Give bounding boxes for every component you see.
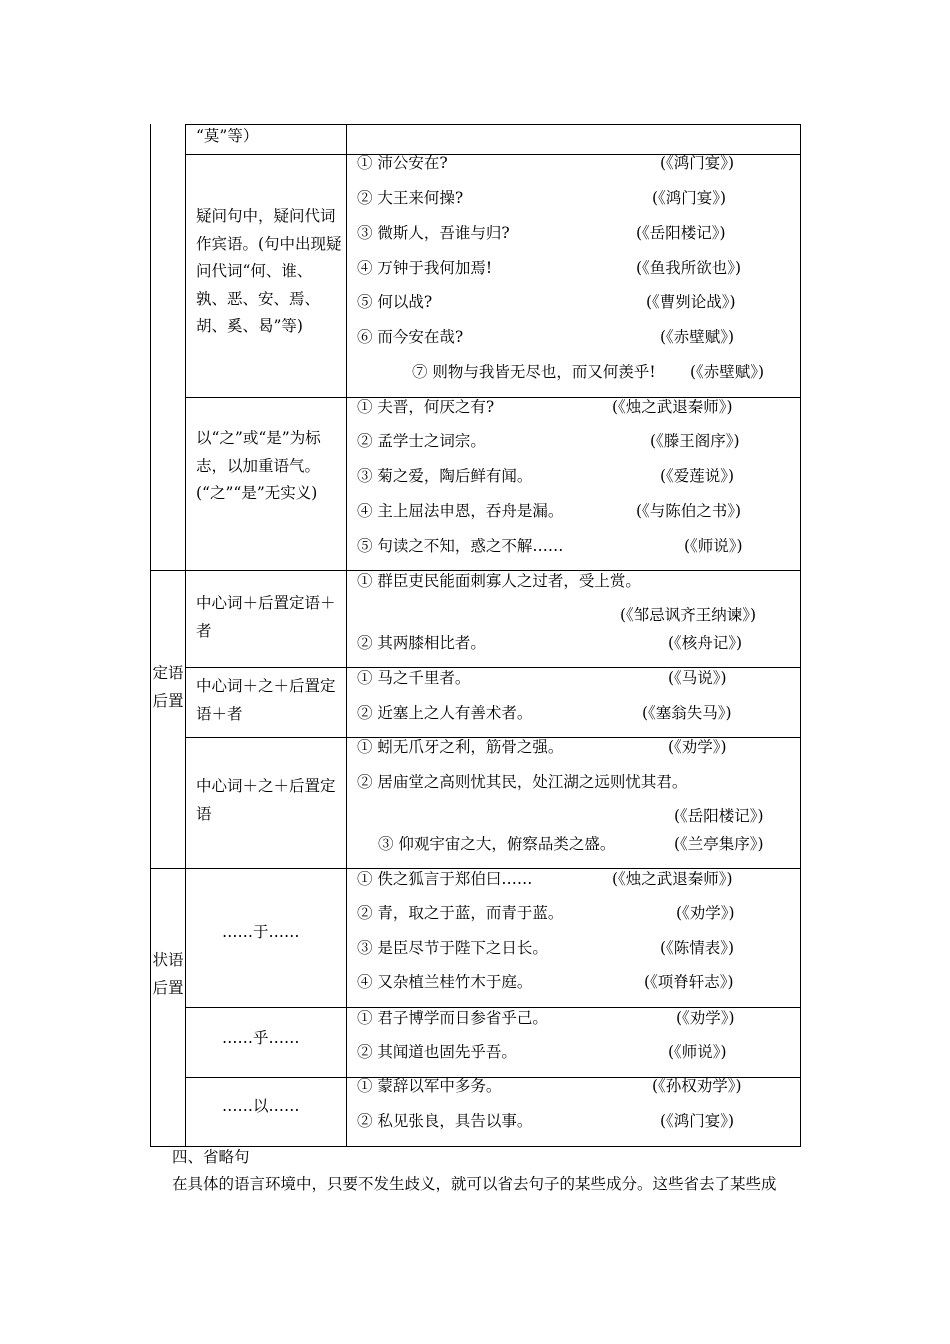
example-source: (《鸿门宴》) (660, 154, 735, 172)
example-source: (《核舟记》) (668, 634, 743, 652)
example-source: (《邹忌讽齐王纳谏》) (620, 606, 757, 624)
pattern-cell: “莫”等） (196, 127, 259, 145)
example-sentence: ④ 又杂植兰桂竹木于庭。 (357, 973, 533, 991)
example-sentence: ⑦ 则物与我皆无尽也，而又何羡乎! (412, 363, 656, 381)
pattern-cell: 中心词＋之＋后置定语＋者 (196, 677, 336, 723)
example-sentence: ② 青，取之于蓝，而青于蓝。 (357, 904, 564, 922)
example-sentence: ① 沛公安在? (357, 154, 448, 172)
example-sentence: ③ 菊之爱，陶后鲜有闻。 (357, 467, 533, 485)
example-sentence: ⑥ 而今安在哉? (357, 328, 464, 346)
pattern-cell: ……乎…… (222, 1029, 300, 1047)
example-source: (《马说》) (668, 669, 727, 687)
pattern-cell: 以“之”或“是”为标志，以加重语气。(“之”“是”无实义) (196, 429, 321, 502)
table-border-right (800, 124, 801, 1147)
example-source: (《劝学》) (668, 738, 727, 756)
category-cell-adverbial: 状语后置 (152, 951, 184, 997)
example-source: (《陈情表》) (660, 939, 735, 957)
table-divider-pattern (346, 124, 347, 1147)
example-source: (《赤壁赋》) (690, 363, 765, 381)
example-source: (《曹刿论战》) (646, 293, 736, 311)
example-sentence: ② 孟学士之词宗。 (357, 432, 486, 450)
example-source: (《岳阳楼记》) (636, 224, 726, 242)
example-sentence: ① 蚓无爪牙之利，筋骨之强。 (357, 738, 564, 756)
table-row-line (185, 124, 801, 125)
example-sentence: ① 夫晋，何厌之有? (357, 398, 495, 416)
example-sentence: ② 私见张良，具告以事。 (357, 1112, 533, 1130)
example-sentence: ③ 仰观宇宙之大，俯察品类之盛。 (378, 835, 616, 853)
example-sentence: ⑤ 何以战? (357, 293, 433, 311)
example-source: (《项脊轩志》) (644, 973, 734, 991)
example-source: (《烛之武退秦师》) (612, 398, 733, 416)
example-source: (《赤壁赋》) (660, 328, 735, 346)
example-source: (《鸿门宴》) (652, 189, 727, 207)
example-sentence: ① 佚之狐言于郑伯曰…… (357, 870, 533, 888)
example-sentence: ② 居庙堂之高则忧其民，处江湖之远则忧其君。 (357, 773, 688, 791)
example-source: (《鸿门宴》) (660, 1112, 735, 1130)
example-source: (《孙权劝学》) (652, 1077, 742, 1095)
example-source: (《师说》) (668, 1043, 727, 1061)
section-paragraph: 在具体的语言环境中，只要不发生歧义，就可以省去句子的某些成分。这些省去了某些成 (172, 1175, 777, 1193)
example-source: (《劝学》) (676, 904, 735, 922)
example-sentence: ④ 主上屈法申恩，吞舟是漏。 (357, 502, 564, 520)
category-cell-attributive: 定语后置 (152, 664, 184, 710)
example-source: (《与陈伯之书》) (636, 502, 742, 520)
example-sentence: ② 近塞上之人有善术者。 (357, 704, 533, 722)
example-sentence: ② 大王来何操? (357, 189, 464, 207)
pattern-cell: 疑问句中，疑问代词作宾语。(句中出现疑问代词“何、谁、孰、恶、安、焉、胡、奚、曷”等) (196, 207, 342, 335)
example-sentence: ② 其闻道也固先乎吾。 (357, 1043, 517, 1061)
example-sentence: ① 君子博学而日参省乎己。 (357, 1009, 548, 1027)
example-sentence: ⑤ 句读之不知，惑之不解…… (357, 537, 564, 555)
example-sentence: ① 马之千里者。 (357, 669, 471, 687)
example-sentence: ① 群臣吏民能面刺寡人之过者，受上赏。 (357, 572, 641, 590)
pattern-cell: ……以…… (222, 1097, 300, 1115)
example-sentence: ② 其两膝相比者。 (357, 634, 486, 652)
section-heading: 四、省略句 (172, 1148, 250, 1166)
example-source: (《爱莲说》) (660, 467, 735, 485)
example-sentence: ① 蒙辞以军中多务。 (357, 1077, 502, 1095)
example-sentence: ③ 微斯人，吾谁与归? (357, 224, 510, 242)
example-source: (《劝学》) (676, 1009, 735, 1027)
pattern-cell: 中心词＋之＋后置定语 (196, 777, 336, 823)
example-source: (《师说》) (684, 537, 743, 555)
example-source: (《塞翁失马》) (642, 704, 732, 722)
example-source: (《滕王阁序》) (650, 432, 740, 450)
pattern-cell: 中心词＋后置定语＋者 (196, 594, 336, 640)
example-source: (《兰亭集序》) (674, 835, 764, 853)
example-sentence: ④ 万钟于我何加焉! (357, 259, 493, 277)
example-sentence: ③ 是臣尽节于陛下之日长。 (357, 939, 548, 957)
example-source: (《岳阳楼记》) (674, 807, 764, 825)
example-source: (《烛之武退秦师》) (612, 870, 733, 888)
example-source: (《鱼我所欲也》) (636, 259, 742, 277)
pattern-cell: ……于…… (222, 923, 300, 941)
